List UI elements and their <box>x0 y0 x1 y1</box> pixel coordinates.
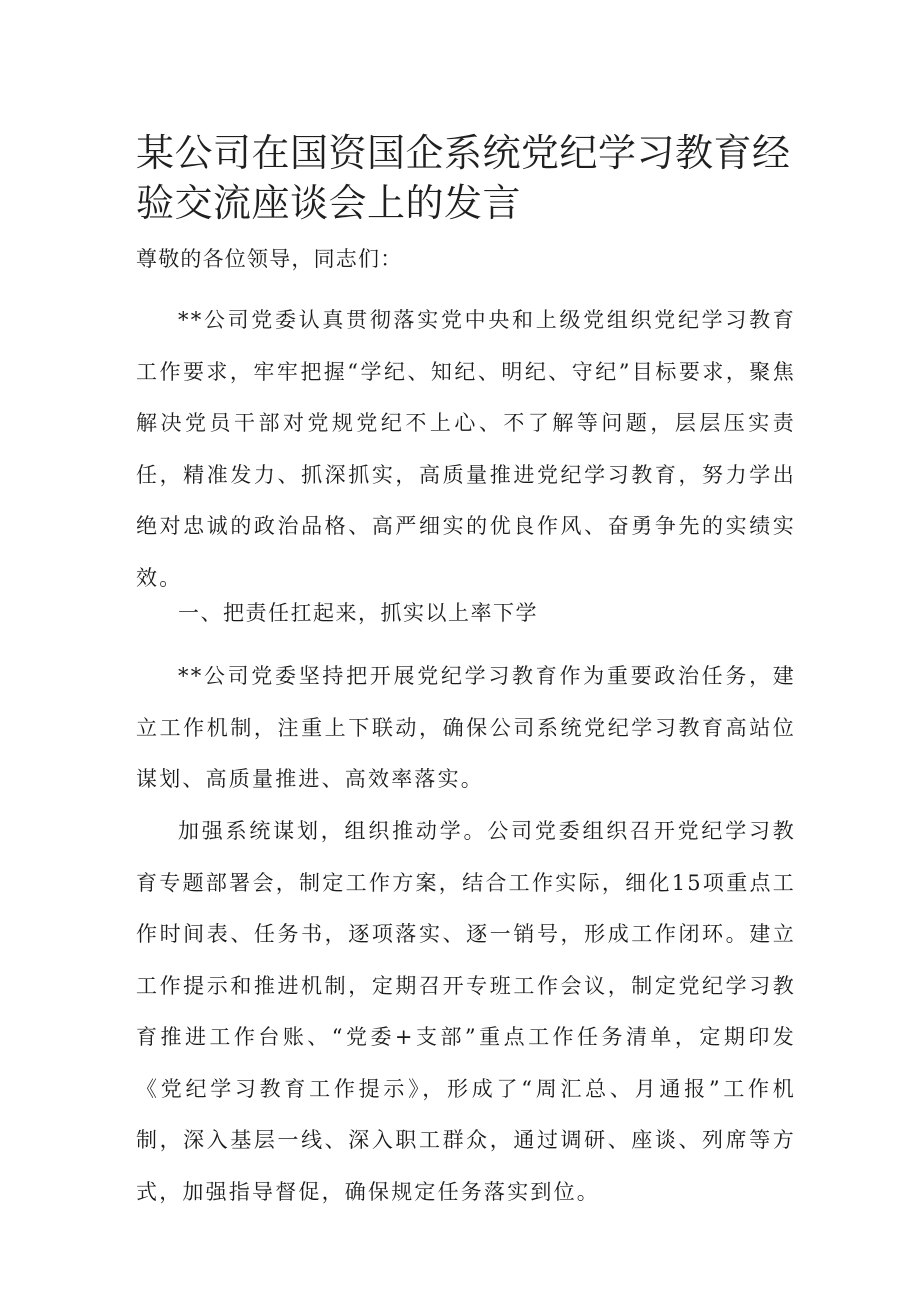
salutation: 尊敬的各位领导，同志们： <box>136 247 403 271</box>
section-heading: 一、把责任扛起来，抓实以上率下学 <box>178 601 538 625</box>
document-title: 某公司在国资国企系统党纪学习教育经验交流座谈会上的发言 <box>136 131 791 225</box>
intro-paragraph: **公司党委认真贯彻落实党中央和上级党组织党纪学习教育工作要求，牢牢把握“学纪、知纪、明纪、守纪”目标要求，聚焦解决党员干部对党规党纪不上心、不了解等问题，层层压实责任，精准发力、抓深抓实，高质量推进党纪学习教育，努力学出绝对忠诚的政治品格、高严细实的优良作风、奋勇争先的实绩实效。 <box>136 308 796 590</box>
section-paragraph: **公司党委坚持把开展党纪学习教育作为重要政治任务，建立工作机制，注重上下联动，确保公司系统党纪学习教育高站位谋划、高质量推进、高效率落实。 <box>136 664 796 791</box>
planning-paragraph: 加强系统谋划，组织推动学。公司党委组织召开党纪学习教育专题部署会，制定工作方案，结合工作实际，细化15项重点工作时间表、任务书，逐项落实、逐一销号，形成工作闭环。建立工作提示和推进机制，定期召开专班工作会议，制定党纪学习教育推进工作台账、“党委+支部”重点工作任务清单，定期印发《党纪学习教育工作提示》，形成了“周汇总、月通报”工作机制，深入基层一线、深入职工群众，通过调研、座谈、列席等方式，加强指导督促，确保规定任务落实到位。 <box>136 819 796 1204</box>
